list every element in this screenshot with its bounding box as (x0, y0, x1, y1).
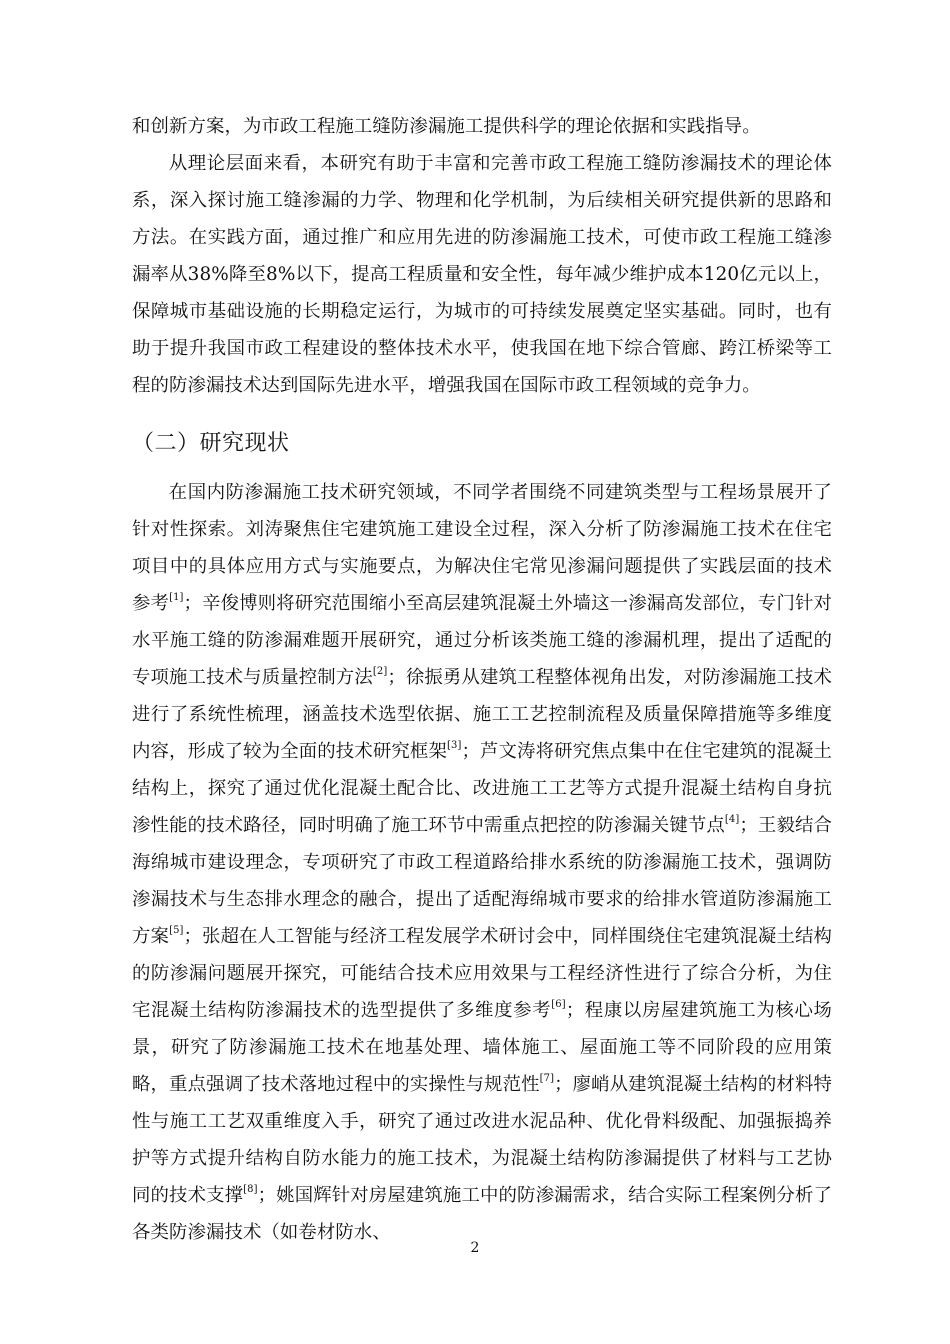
status-text-9: ；姚国辉针对房屋建筑施工中的防渗漏需求，结合实际工程案例分析了各类防渗漏技术（如卷材防水、 (132, 1185, 832, 1243)
significance-paragraph: 从理论层面来看，本研究有助于丰富和完善市政工程施工缝防渗漏技术的理论体系，深入探讨施工缝渗漏的力学、物理和化学机制，为后续相关研究提供新的思路和方法。在实践方面，通过推广和应用先进的防渗漏施工技术，可使市政工程施工缝渗漏率从38%降至8%以下，提高工程质量和安全性，每年减少维护成本120亿元以上，保障城市基础设施的长期稳定运行，为城市的可持续发展奠定坚实基础。同时，也有助于提升我国市政工程建设的整体技术水平，使我国在地下综合管廊、跨江桥梁等工程的防渗漏技术达到国际先进水平，增强我国在国际市政工程领域的竞争力。 (132, 153, 832, 396)
status-text-3: ；徐振勇从建筑工程整体视角出发，对防渗漏施工技术进行了系统性梳理，涵盖技术选型依据、施工工艺控制流程及质量保障措施等多维度内容，形成了较为全面的技术研究框架 (132, 667, 832, 762)
citation-3: [3] (446, 739, 462, 751)
page-number: 2 (470, 1240, 480, 1256)
status-text-8: ；廖峭从建筑混凝土结构的材料特性与施工工艺双重维度入手，研究了通过改进水泥品种、优化骨料级配、加强振捣养护等方式提升结构自防水能力的施工技术，为混凝土结构防渗漏提供了材料与工艺协同的技术支撑 (132, 1074, 832, 1206)
status-text-1: 在国内防渗漏施工技术研究领域，不同学者围绕不同建筑类型与工程场景展开了针对性探索。刘涛聚焦住宅建筑施工建设全过程，深入分析了防渗漏施工技术在住宅项目中的具体应用方式与实施要点，为解决住宅常见渗漏问题提供了实践层面的技术参考 (132, 482, 832, 614)
continuation-paragraph: 和创新方案，为市政工程施工缝防渗漏施工提供科学的理论依据和实践指导。 (132, 116, 761, 137)
status-text-2: ；辛俊博则将研究范围缩小至高层建筑混凝土外墙这一渗漏高发部位，专门针对水平施工缝的防渗漏难题开展研究，通过分析该类施工缝的渗漏机理，提出了适配的专项施工技术与质量控制方法 (132, 593, 832, 688)
research-status-paragraph (132, 474, 832, 1251)
status-text-6: ；张超在人工智能与经济工程发展学术研讨会中，同样围绕住宅建筑混凝土结构的防渗漏问题展开探究，可能结合技术应用效果与工程经济性进行了综合分析，为住宅混凝土结构防渗漏技术的选型提供了多维度参考 (132, 926, 832, 1021)
citation-4: [4] (724, 813, 740, 825)
citation-8: [8] (243, 1183, 258, 1195)
section-heading: （二）研究现状 (132, 431, 290, 456)
citation-6: [6] (551, 998, 566, 1010)
citation-2: [2] (372, 665, 388, 677)
status-text-7: ；程康以房屋建筑施工为核心场景，研究了防渗漏施工技术在地基处理、墙体施工、屋面施工等不同阶段的应用策略，重点强调了技术落地过程中的实操性与规范性 (132, 1000, 832, 1095)
document-page (132, 108, 832, 1251)
citation-7: [7] (539, 1072, 555, 1084)
citation-1: [1] (169, 591, 184, 603)
citation-5: [5] (169, 924, 184, 936)
status-text-4: ；芦文涛将研究焦点集中在住宅建筑的混凝土结构上，探究了通过优化混凝土配合比、改进施工工艺等方式提升混凝土结构自身抗渗性能的技术路径，同时明确了施工环节中需重点把控的防渗漏关键节点 (132, 741, 832, 836)
status-text-5: ；王毅结合海绵城市建设理念，专项研究了市政工程道路给排水系统的防渗漏施工技术，强调防渗漏技术与生态排水理念的融合，提出了适配海绵城市要求的给排水管道防渗漏施工方案 (132, 815, 832, 947)
